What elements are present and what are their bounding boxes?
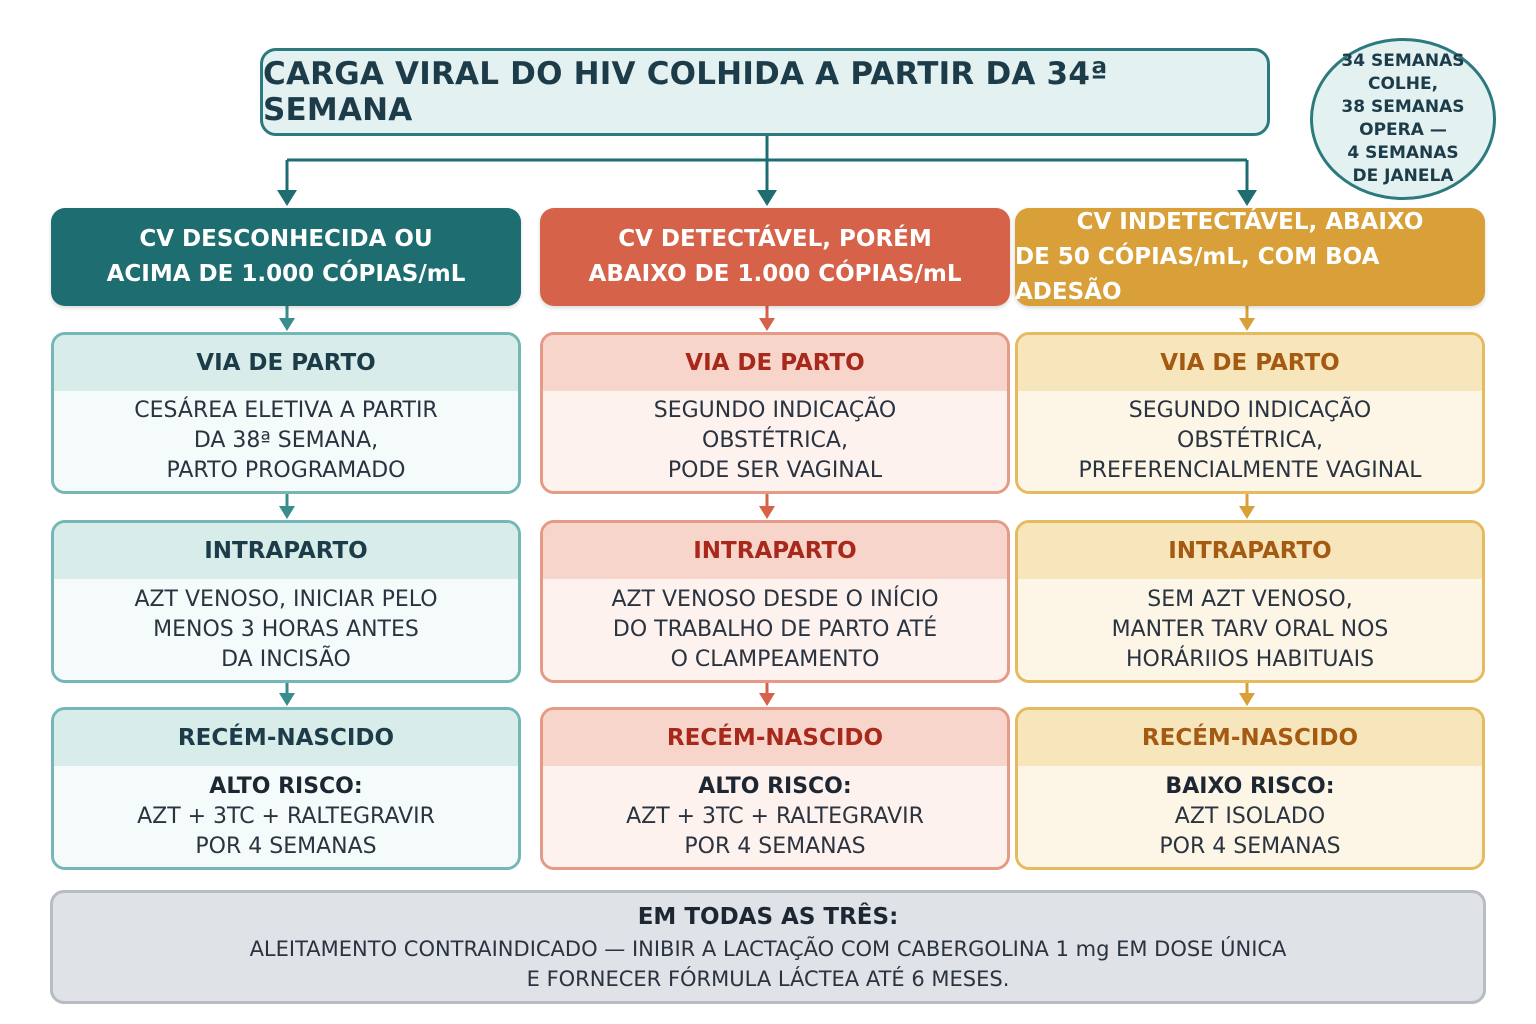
card-intraparto-col2 <box>540 520 1010 683</box>
card-text-line: MENOS 3 HORAS ANTES <box>153 616 419 642</box>
column-header-line: CV DESCONHECIDA OU <box>139 226 433 252</box>
column-header-line: CV DETECTÁVEL, PORÉM <box>618 226 932 252</box>
card-text-line: DA 38ª SEMANA, <box>193 428 379 453</box>
card-heading: RECÉM-NASCIDO <box>1018 710 1482 766</box>
card-intraparto-col1 <box>51 520 521 683</box>
arrowhead-col2 <box>757 190 777 206</box>
card-body <box>543 391 1007 491</box>
card-text-line: POR 4 SEMANAS <box>195 833 377 859</box>
card-text-line: HORÁRIIOS HABITUAIS <box>1125 646 1375 672</box>
card-text-line: OBSTÉTRICA, <box>1177 428 1323 453</box>
footer-note-box <box>50 890 1486 1004</box>
card-text-line: AZT + 3TC + RALTEGRAVIR <box>626 803 924 829</box>
risk-label: ALTO RISCO: <box>209 773 363 799</box>
card-text-line: O CLAMPEAMENTO <box>670 646 880 672</box>
arrowhead-col1 <box>277 190 297 206</box>
card-body <box>1018 391 1482 491</box>
card-text-line: DO TRABALHO DE PARTO ATÉ <box>612 616 938 642</box>
card-text-line: DA INCISÃO <box>221 646 351 672</box>
footer-text-line: E FORNECER FÓRMULA LÁCTEA ATÉ 6 MESES. <box>526 967 1010 991</box>
card-heading: INTRAPARTO <box>1018 523 1482 579</box>
card-body <box>543 766 1007 867</box>
card-text-line: SEGUNDO INDICAÇÃO <box>653 398 897 423</box>
card-body <box>54 766 518 867</box>
card-heading: VIA DE PARTO <box>1018 335 1482 391</box>
arrowhead-c1-c <box>279 693 295 706</box>
arrowhead-c2-c <box>759 693 775 706</box>
diagram-title-box <box>260 48 1270 136</box>
card-text-line: OBSTÉTRICA, <box>702 428 848 453</box>
column-header-unknown-or-high <box>51 208 521 306</box>
card-text-line: PARTO PROGRAMADO <box>166 458 406 483</box>
diagram-title: CARGA VIRAL DO HIV COLHIDA A PARTIR DA 34ª SEMANA <box>263 56 1108 128</box>
card-heading: INTRAPARTO <box>54 523 518 579</box>
card-body <box>1018 766 1482 867</box>
card-heading: RECÉM-NASCIDO <box>543 710 1007 766</box>
card-text-line: SEGUNDO INDICAÇÃO <box>1128 398 1372 423</box>
card-recem-nascido-col3 <box>1015 707 1485 870</box>
timing-badge <box>1310 38 1496 200</box>
column-header-detectable-low <box>540 208 1010 306</box>
card-text-line: PREFERENCIALMENTE VAGINAL <box>1078 458 1422 483</box>
risk-label: ALTO RISCO: <box>698 773 852 799</box>
card-text-line: SEM AZT VENOSO, <box>1147 586 1353 612</box>
card-text-line: AZT VENOSO DESDE O INÍCIO <box>611 586 939 612</box>
card-text-line: AZT VENOSO, INICIAR PELO <box>134 586 438 612</box>
badge-line: DE JANELA <box>1352 166 1454 186</box>
arrowhead-c2-a <box>759 318 775 331</box>
badge-line: 38 SEMANAS <box>1341 97 1465 117</box>
badge-line: OPERA — <box>1359 120 1447 140</box>
column-header-line: DE 50 CÓPIAS/mL, COM BOA ADESÃO <box>1015 243 1380 305</box>
card-text-line: MANTER TARV ORAL NOS <box>1111 616 1389 642</box>
arrowhead-c2-b <box>759 506 775 519</box>
badge-line: COLHE, <box>1367 74 1439 94</box>
card-body <box>543 579 1007 680</box>
card-via-de-parto-col3 <box>1015 332 1485 494</box>
arrowhead-c1-a <box>279 318 295 331</box>
arrowhead-c3-c <box>1239 693 1255 706</box>
card-text-line: AZT ISOLADO <box>1174 803 1326 829</box>
footer-text-line: ALEITAMENTO CONTRAINDICADO — INIBIR A LACTAÇÃO COM CABERGOLINA 1 mg EM DOSE ÚNICA <box>249 937 1287 961</box>
arrowhead-c3-b <box>1239 506 1255 519</box>
card-heading: RECÉM-NASCIDO <box>54 710 518 766</box>
card-heading: VIA DE PARTO <box>54 335 518 391</box>
column-header-line: CV INDETECTÁVEL, ABAIXO <box>1076 208 1424 235</box>
card-via-de-parto-col2 <box>540 332 1010 494</box>
card-text-line: PODE SER VAGINAL <box>667 458 883 483</box>
card-heading: INTRAPARTO <box>543 523 1007 579</box>
card-heading: VIA DE PARTO <box>543 335 1007 391</box>
card-intraparto-col3 <box>1015 520 1485 683</box>
column-header-line: ACIMA DE 1.000 CÓPIAS/mL <box>106 261 466 287</box>
badge-line: 34 SEMANAS <box>1341 51 1465 71</box>
risk-label: BAIXO RISCO: <box>1165 773 1335 799</box>
card-via-de-parto-col1 <box>51 332 521 494</box>
card-body <box>1018 579 1482 680</box>
card-body <box>54 391 518 491</box>
card-text-line: AZT + 3TC + RALTEGRAVIR <box>137 803 435 829</box>
badge-line: 4 SEMANAS <box>1347 143 1459 163</box>
arrowhead-c3-a <box>1239 318 1255 331</box>
card-body <box>54 579 518 680</box>
footer-title: EM TODAS AS TRÊS: <box>637 904 899 930</box>
card-text-line: CESÁREA ELETIVA A PARTIR <box>134 398 438 423</box>
card-text-line: POR 4 SEMANAS <box>684 833 866 859</box>
card-recem-nascido-col1 <box>51 707 521 870</box>
column-header-undetectable <box>1015 208 1485 306</box>
arrowhead-c1-b <box>279 506 295 519</box>
column-header-line: ABAIXO DE 1.000 CÓPIAS/mL <box>588 261 962 287</box>
card-recem-nascido-col2 <box>540 707 1010 870</box>
card-text-line: POR 4 SEMANAS <box>1159 833 1341 859</box>
